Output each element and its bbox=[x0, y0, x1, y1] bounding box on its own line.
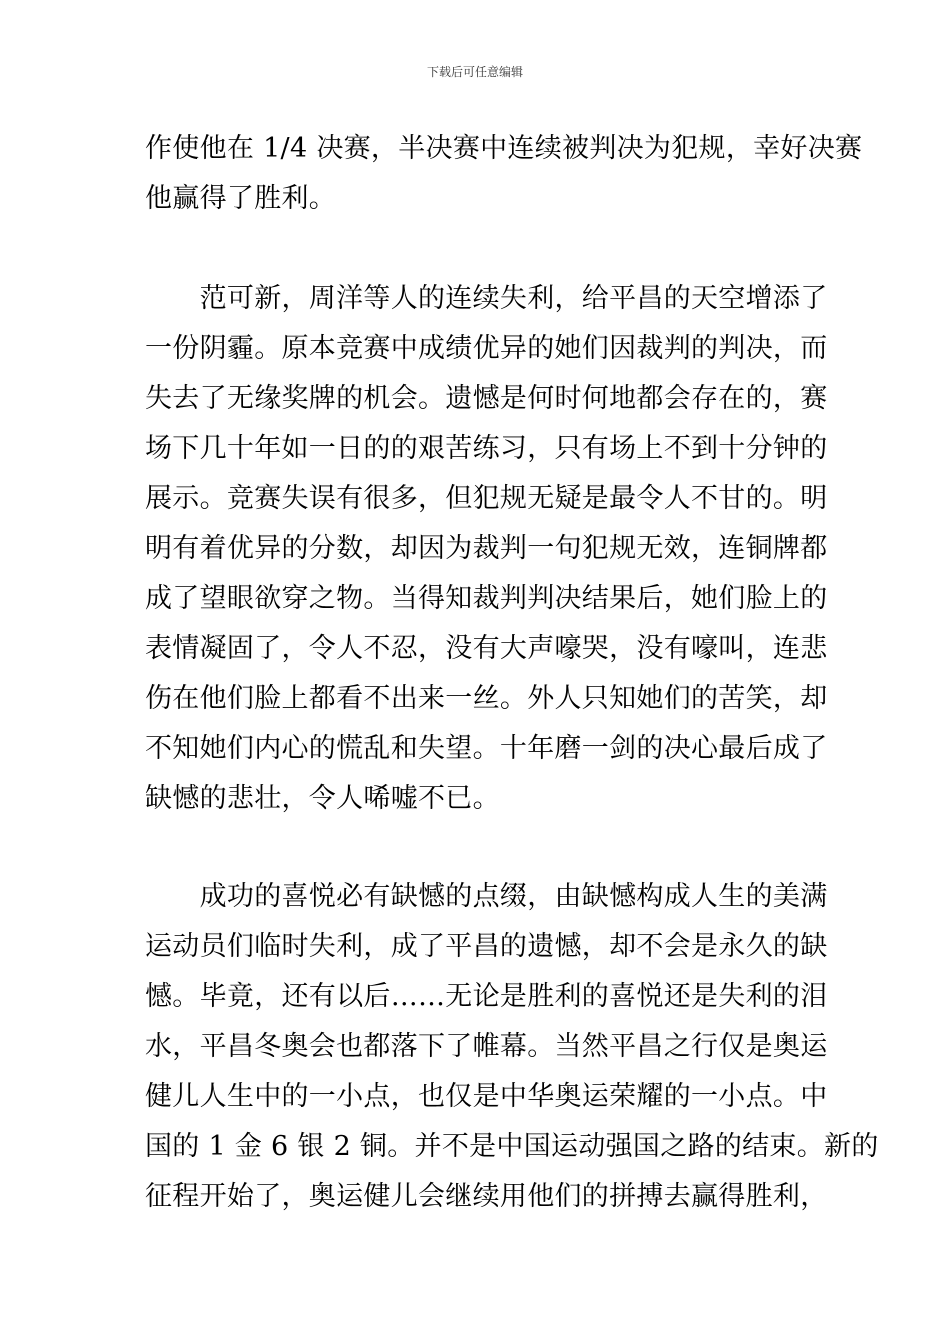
text-line: 伤在他们脸上都看不出来一丝。外人只知她们的苦笑，却 bbox=[145, 683, 828, 714]
text-line: 不知她们内心的慌乱和失望。十年磨一剑的决心最后成了 bbox=[145, 733, 828, 764]
text-line: 健儿人生中的一小点，也仅是中华奥运荣耀的一小点。中 bbox=[145, 1081, 828, 1112]
text-line: 成功的喜悦必有缺憾的点缀，由缺憾构成人生的美满 bbox=[145, 881, 828, 912]
text-line: 憾。毕竟，还有以后……无论是胜利的喜悦还是失利的泪 bbox=[145, 981, 828, 1012]
text-line: 缺憾的悲壮，令人唏嘘不已。 bbox=[145, 783, 500, 814]
text-line: 成了望眼欲穿之物。当得知裁判判决结果后，她们脸上的 bbox=[145, 583, 828, 614]
text-line: 明有着优异的分数，却因为裁判一句犯规无效，连铜牌都 bbox=[145, 533, 828, 564]
text-line: 展示。竞赛失误有很多，但犯规无疑是最令人不甘的。明 bbox=[145, 483, 828, 514]
text-line: 表情凝固了，令人不忍，没有大声嚎哭，没有嚎叫，连悲 bbox=[145, 633, 828, 664]
text-line: 他赢得了胜利。 bbox=[145, 183, 337, 214]
text-line: 一份阴霾。原本竞赛中成绩优异的她们因裁判的判决，而 bbox=[145, 333, 828, 364]
text-line: 范可新，周洋等人的连续失利，给平昌的天空增添了 bbox=[145, 283, 828, 314]
text-line: 作使他在 1/4 决赛，半决赛中连续被判决为犯规，幸好决赛 bbox=[145, 133, 863, 164]
text-line: 运动员们临时失利，成了平昌的遗憾，却不会是永久的缺 bbox=[145, 931, 828, 962]
text-line: 水，平昌冬奥会也都落下了帷幕。当然平昌之行仅是奥运 bbox=[145, 1031, 828, 1062]
text-line: 场下几十年如一日的的艰苦练习，只有场上不到十分钟的 bbox=[145, 433, 828, 464]
text-line: 征程开始了，奥运健儿会继续用他们的拼搏去赢得胜利， bbox=[145, 1181, 828, 1212]
text-line: 国的 1 金 6 银 2 铜。并不是中国运动强国之路的结束。新的 bbox=[145, 1131, 879, 1162]
page-header: 下载后可任意编辑 bbox=[426, 65, 523, 79]
text-line: 失去了无缘奖牌的机会。遗憾是何时何地都会存在的，赛 bbox=[145, 383, 828, 414]
